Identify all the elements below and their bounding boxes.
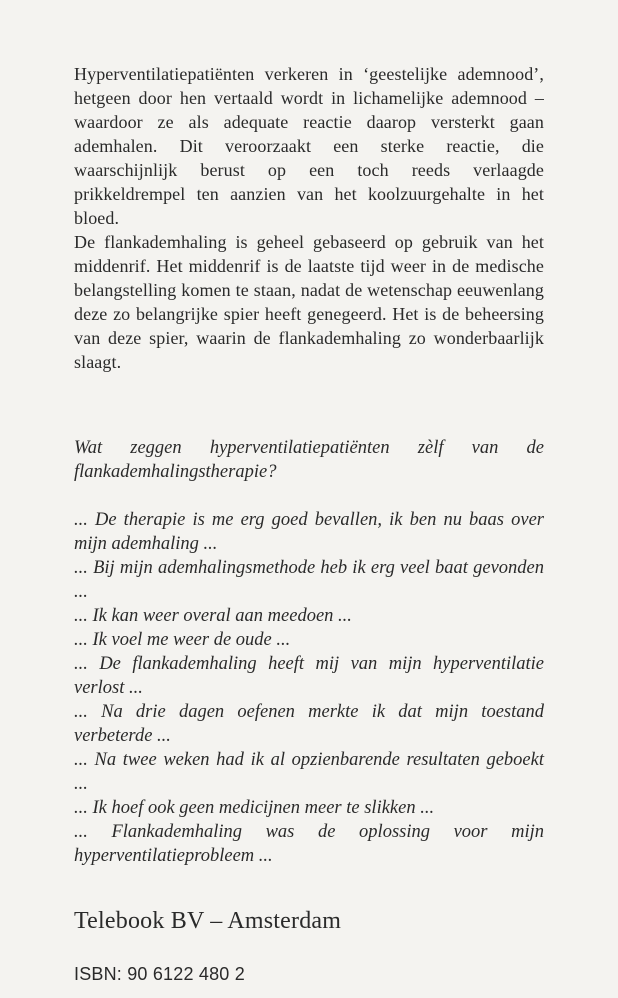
testimonial-item: ... De flankademhaling heeft mij van mijn hyperventilatie verlost ... (74, 654, 544, 698)
testimonial-item: ... Bij mijn ademhalingsmethode heb ik erg veel baat gevonden ... (74, 558, 544, 602)
back-cover-text (74, 62, 544, 884)
testimonial-item: ... Ik hoef ook geen medicijnen meer te slikken ... (74, 798, 435, 818)
testimonial-item: ... De therapie is me erg goed bevallen, ik ben nu baas over mijn ademhaling ... (74, 510, 544, 554)
testimonial-item: ... Ik kan weer overal aan meedoen ... (74, 606, 352, 626)
isbn-number: ISBN: 90 6122 480 2 (74, 964, 245, 984)
testimonial-item: ... Ik voel me weer de oude ... (74, 630, 291, 650)
testimonial-item: ... Na twee weken had ik al opzienbarende resultaten geboekt ... (74, 750, 544, 794)
testimonial-item: ... Na drie dagen oefenen merkte ik dat mijn toestand verbeterde ... (74, 702, 544, 746)
publisher-name: Telebook BV – Amsterdam (74, 908, 342, 934)
intro-text (74, 62, 544, 374)
testimonial-list (74, 508, 544, 868)
intro-paragraph-2: De flankademhaling is geheel gebaseerd op gebruik van het middenrif. Het middenrif is de laatste tijd weer in de medische belangstelling komen te staan, nadat de wetenschap eeuwenlang deze zo belangrijke spier heeft genegeerd. Het is de beheersing van deze spier, waarin de flankademhaling zo wonderbaarlijk slaagt. (74, 232, 544, 372)
testimonial-item: ... Flankademhaling was de oplossing voor mijn hyperventilatieprobleem ... (74, 822, 544, 866)
intro-paragraph-1: Hyperventilatiepatiënten verkeren in ‘geestelijke ademnood’, hetgeen door hen vertaald wordt in lichamelijke ademnood – waardoor ze als adequate reactie daarop versterkt gaan ademhalen. Dit veroorzaakt een sterke reactie, die waarschijnlijk berust op een toch reeds verlaagde prikkeldrempel ten aanzien van het koolzuurgehalte in het bloed. (74, 64, 544, 228)
question-heading: Wat zeggen hyperventilatiepatiënten zèlf van de flankademhalingstherapie? (74, 438, 544, 482)
